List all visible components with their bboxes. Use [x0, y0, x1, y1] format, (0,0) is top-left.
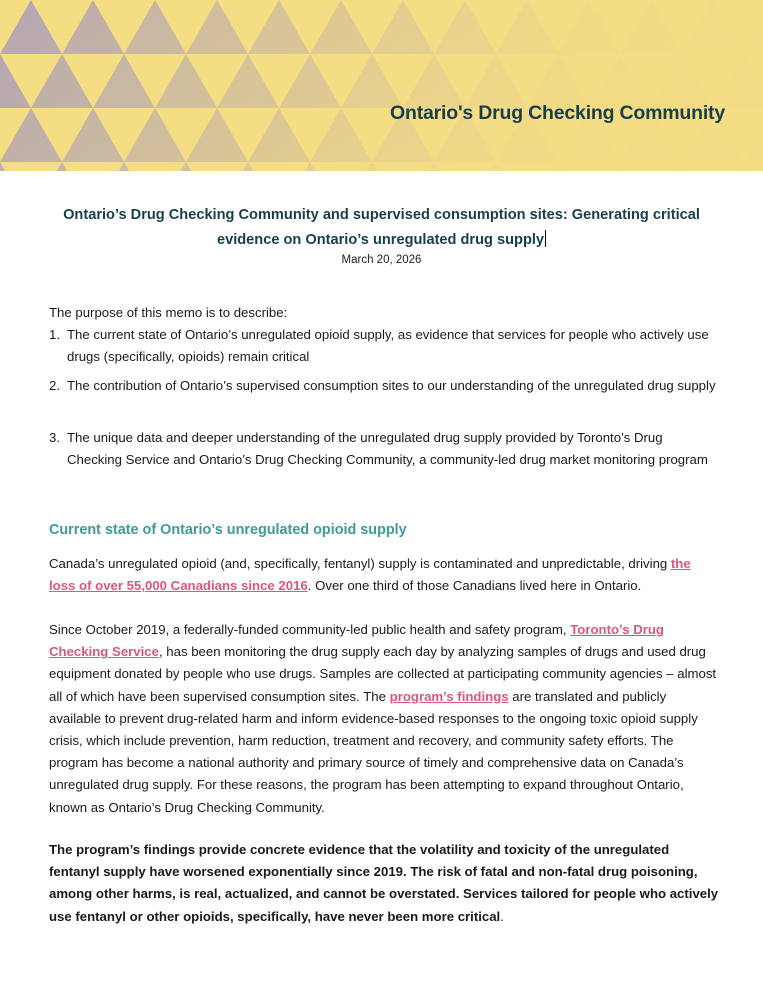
list-text: The unique data and deeper understanding of the unregulated drug supply provided by Toronto’s Drug Checking Service and Ontario’s Drug Checking Community, a community-led drug market monitoring program	[67, 430, 708, 468]
title-line-1: Ontario’s Drug Checking Community and supervised consumption sites: Generating critical	[63, 207, 700, 223]
paragraph-1	[49, 553, 719, 597]
text-cursor	[545, 230, 546, 247]
toronto-drug-checking-link[interactable]: Toronto’s Drug Checking Service	[49, 622, 664, 660]
header-banner	[0, 0, 763, 171]
paragraph-text: Since October 2019, a federally-funded community-led public health and safety program,	[49, 622, 571, 637]
paragraph-text: Canada’s unregulated opioid (and, specifically, fentanyl) supply is contaminated and unpredictable, driving	[49, 556, 671, 571]
list-number: 3.	[49, 430, 60, 445]
list-number: 2.	[49, 378, 60, 393]
intro-text: The purpose of this memo is to describe:	[49, 305, 288, 320]
paragraph-text: . Over one third of those Canadians lived here in Ontario.	[307, 578, 642, 594]
document-date: March 20, 2026	[341, 254, 422, 266]
title-line-2: evidence on Ontario’s unregulated drug supply	[216, 232, 545, 248]
list-number: 1.	[49, 327, 60, 342]
pattern-fade	[0, 0, 763, 171]
document-title	[40, 203, 723, 253]
paragraph-text: , has been monitoring the drug supply each day by analyzing samples of drugs and used drug equipment donated by people who use drugs. Samples are collected at participating community agencies – almost all of which have been supervised consumption sites. The	[49, 644, 717, 704]
triangle-pattern	[0, 0, 763, 171]
list-item	[49, 427, 721, 471]
list-text: The contribution of Ontario’s supervised consumption sites to our understanding of the unregulated drug supply	[67, 378, 716, 393]
paragraph-2	[49, 619, 719, 819]
paragraph-text: .	[500, 908, 504, 924]
paragraph-3	[49, 839, 719, 928]
list-text: The current state of Ontario’s unregulated opioid supply, as evidence that services for people who actively use drugs (specifically, opioids) remain critical	[67, 327, 709, 365]
paragraph-text: are translated and publicly available to prevent drug-related harm and inform evidence-based responses to the ongoing toxic opioid supply crisis, which include prevention, harm reduction, treatment and recovery, and community safety efforts. The program has become a national authority and primary source of timely and comprehensive data on Canada’s unregulated drug supply. For these reasons, the program has been attempting to expand throughout Ontario, known as Ontario’s Drug Checking Community.	[49, 688, 698, 815]
program-findings-link[interactable]: program’s findings	[389, 688, 509, 704]
list-item	[49, 375, 721, 397]
section-heading: Current state of Ontario’s unregulated opioid supply	[49, 522, 407, 538]
list-item	[49, 324, 721, 368]
bold-paragraph-text: The program’s findings provide concrete evidence that the volatility and toxicity of the unregulated fentanyl supply have worsened exponentially since 2019. The risk of fatal and non-fatal drug poisoning, among other harms, is real, actualized, and cannot be overstated. Services tailored for people who actively use fentanyl or other opioids, specifically, have never been more critical	[49, 842, 719, 924]
banner-title: Ontario's Drug Checking Community	[390, 102, 725, 124]
canadian-deaths-link[interactable]: the loss of over 55,000 Canadians since 2016	[49, 556, 691, 594]
